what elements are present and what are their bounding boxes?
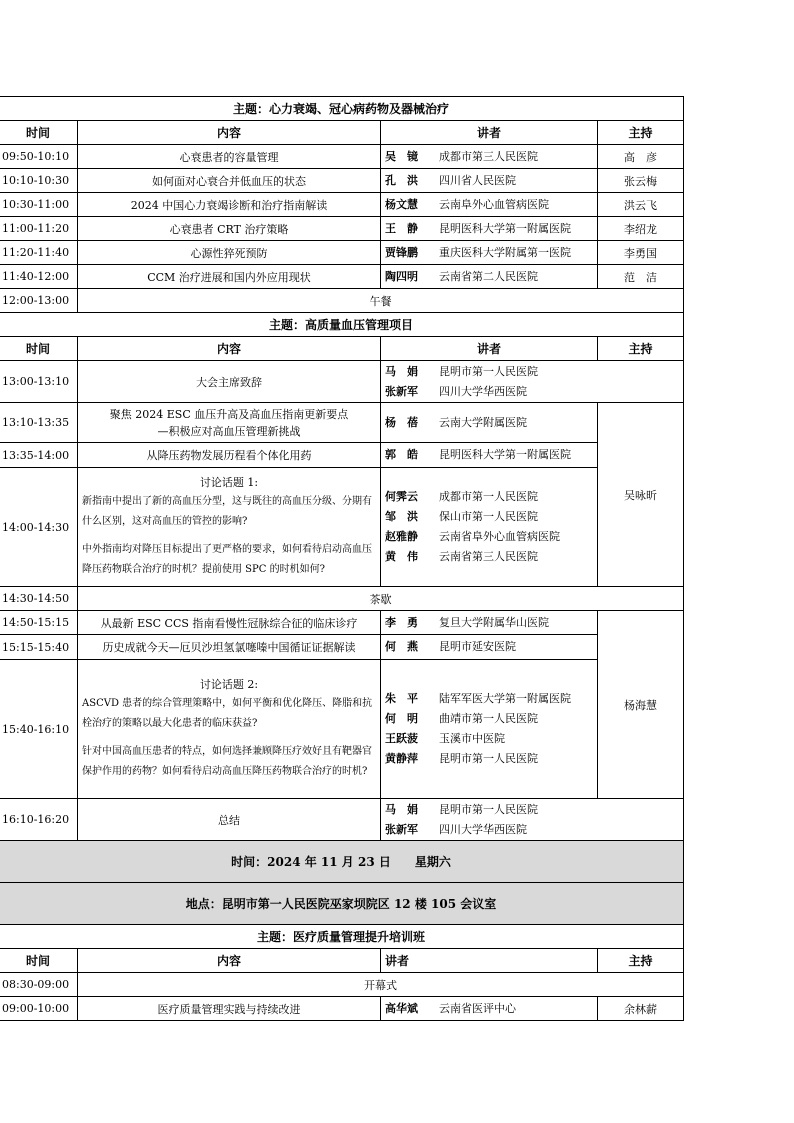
session-time: 13:10-13:35 bbox=[0, 403, 78, 443]
speaker-name: 吴 镜 bbox=[385, 149, 418, 163]
session-time: 14:30-14:50 bbox=[0, 587, 78, 611]
schedule-table bbox=[0, 96, 684, 1021]
spacer bbox=[82, 532, 376, 540]
speaker-name: 杨 蓓 bbox=[385, 415, 418, 429]
header-speaker: 讲者 bbox=[381, 337, 598, 361]
speaker-name: 何霁云 bbox=[385, 490, 418, 503]
host-name: 李勇国 bbox=[598, 241, 684, 265]
header-host: 主持 bbox=[598, 121, 684, 145]
speaker-cell bbox=[381, 443, 598, 468]
host-name: 余林薪 bbox=[598, 997, 684, 1021]
discussion-heading: 讨论话题 2: bbox=[199, 678, 259, 691]
discussion-question: ASCVD 患者的综合管理策略中，如何平衡和优化降压、降脂和抗栓治疗的策略以最大化患者的临床获益? bbox=[82, 698, 373, 729]
speaker-cell bbox=[381, 611, 598, 635]
content-line: —积极应对高血压管理新挑战 bbox=[157, 424, 301, 438]
header-row bbox=[0, 949, 684, 973]
session-time: 14:50-15:15 bbox=[0, 611, 78, 635]
session-content: 心源性猝死预防 bbox=[78, 241, 381, 265]
session-time: 16:10-16:20 bbox=[0, 799, 78, 841]
speaker-cell bbox=[381, 361, 684, 403]
speaker-name: 何 燕 bbox=[385, 640, 418, 653]
table-row bbox=[0, 241, 684, 265]
header-speaker: 讲者 bbox=[381, 949, 598, 973]
speaker-name: 黄 伟 bbox=[385, 550, 418, 563]
section-title: 主题：医疗质量管理提升培训班 bbox=[0, 925, 684, 949]
section-title: 主题：心力衰竭、冠心病药物及器械治疗 bbox=[0, 97, 684, 121]
header-host: 主持 bbox=[598, 337, 684, 361]
session-content: 2024 中国心力衰竭诊断和治疗指南解读 bbox=[78, 193, 381, 217]
speaker-hospital: 云南省第三人民医院 bbox=[439, 550, 538, 563]
header-content: 内容 bbox=[78, 337, 381, 361]
discussion-question: 中外指南均对降压目标提出了更严格的要求，如何看待启动高血压降压药物联合治疗的时机？提前使用 SPC 的时机如何? bbox=[82, 544, 372, 575]
session-time: 14:00-14:30 bbox=[0, 468, 78, 587]
break-row bbox=[0, 587, 684, 611]
break-row bbox=[0, 289, 684, 313]
speaker-name: 何 明 bbox=[385, 712, 418, 725]
session-time: 09:00-10:00 bbox=[0, 997, 78, 1021]
session-content: 大会主席致辞 bbox=[78, 361, 381, 403]
table-row bbox=[0, 193, 684, 217]
speaker-name: 张新军 bbox=[385, 822, 418, 836]
speaker-name: 马 娟 bbox=[385, 364, 418, 378]
speaker-name: 孔 洪 bbox=[385, 173, 418, 187]
speaker-hospital: 云南省医评中心 bbox=[439, 1001, 516, 1015]
speaker-cell bbox=[381, 265, 598, 289]
session-content: 总结 bbox=[78, 799, 381, 841]
speaker-hospital: 云南省第二人民医院 bbox=[439, 269, 538, 283]
host-name: 吴咏昕 bbox=[598, 403, 684, 587]
session-content: 医疗质量管理实践与持续改进 bbox=[78, 997, 381, 1021]
table-row bbox=[0, 973, 684, 997]
speaker-hospital: 昆明医科大学第一附属医院 bbox=[439, 221, 571, 235]
discussion-heading: 讨论话题 1: bbox=[199, 476, 259, 489]
speaker-cell bbox=[381, 169, 598, 193]
speaker-hospital: 四川大学华西医院 bbox=[439, 822, 527, 836]
session-content: 心衰患者的容量管理 bbox=[78, 145, 381, 169]
speaker-name: 贾锋鹏 bbox=[385, 245, 418, 259]
header-row bbox=[0, 121, 684, 145]
session-time: 13:35-14:00 bbox=[0, 443, 78, 468]
speaker-hospital: 昆明市第一人民医院 bbox=[439, 752, 538, 765]
session-time: 10:10-10:30 bbox=[0, 169, 78, 193]
table-row bbox=[0, 403, 684, 443]
banner-row bbox=[0, 883, 684, 925]
header-host: 主持 bbox=[598, 949, 684, 973]
session-time: 13:00-13:10 bbox=[0, 361, 78, 403]
speaker-name: 李 勇 bbox=[385, 615, 418, 629]
session-time: 11:20-11:40 bbox=[0, 241, 78, 265]
session-time: 11:40-12:00 bbox=[0, 265, 78, 289]
speaker-name: 杨文慧 bbox=[385, 197, 418, 211]
speaker-hospital: 陆军军医大学第一附属医院 bbox=[439, 692, 571, 705]
session-time: 15:15-15:40 bbox=[0, 635, 78, 660]
host-name: 李绍龙 bbox=[598, 217, 684, 241]
speaker-name: 高华斌 bbox=[385, 1001, 418, 1015]
table-row bbox=[0, 145, 684, 169]
speaker-name: 马 娟 bbox=[385, 802, 418, 816]
speaker-name: 赵雅静 bbox=[385, 530, 418, 543]
session-content: 从降压药物发展历程看个体化用药 bbox=[78, 443, 381, 468]
date-banner: 时间：2024 年 11 月 23 日 星期六 bbox=[0, 841, 684, 883]
banner-row bbox=[0, 841, 684, 883]
table-row bbox=[0, 997, 684, 1021]
table-row bbox=[0, 660, 684, 799]
speaker-hospital: 昆明市第一人民医院 bbox=[439, 802, 538, 816]
table-row bbox=[0, 799, 684, 841]
host-name: 高 彦 bbox=[598, 145, 684, 169]
speaker-name: 王跃菠 bbox=[385, 732, 418, 745]
header-content: 内容 bbox=[78, 949, 381, 973]
opening-ceremony-label: 开幕式 bbox=[78, 973, 684, 997]
speaker-hospital: 云南大学附属医院 bbox=[439, 415, 527, 429]
table-row bbox=[0, 443, 684, 468]
speaker-hospital: 昆明医科大学第一附属医院 bbox=[439, 448, 571, 461]
content-line: 聚焦 2024 ESC 血压升高及高血压指南更新要点 bbox=[109, 407, 349, 421]
speaker-hospital: 云南省阜外心血管病医院 bbox=[439, 530, 560, 543]
table-row bbox=[0, 217, 684, 241]
speaker-hospital: 四川大学华西医院 bbox=[439, 384, 527, 398]
discussion-cell bbox=[78, 468, 381, 587]
section-title-row bbox=[0, 313, 684, 337]
session-time: 12:00-13:00 bbox=[0, 289, 78, 313]
host-name: 洪云飞 bbox=[598, 193, 684, 217]
speaker-cell bbox=[381, 145, 598, 169]
table-row bbox=[0, 265, 684, 289]
section-title-row bbox=[0, 925, 684, 949]
speaker-cell bbox=[381, 635, 598, 660]
speaker-cell bbox=[381, 241, 598, 265]
speaker-name: 朱 平 bbox=[385, 692, 418, 705]
speaker-cell bbox=[381, 660, 598, 799]
session-content: CCM 治疗进展和国内外应用现状 bbox=[78, 265, 381, 289]
tea-break-label: 茶歇 bbox=[78, 587, 684, 611]
speaker-name: 王 静 bbox=[385, 221, 418, 235]
table-row bbox=[0, 468, 684, 587]
speaker-hospital: 昆明市延安医院 bbox=[439, 640, 516, 653]
host-name: 张云梅 bbox=[598, 169, 684, 193]
speaker-name: 黄静萍 bbox=[385, 752, 418, 765]
table-row bbox=[0, 635, 684, 660]
speaker-cell bbox=[381, 799, 684, 841]
speaker-cell bbox=[381, 193, 598, 217]
speaker-cell bbox=[381, 997, 598, 1021]
session-content: 如何面对心衰合并低血压的状态 bbox=[78, 169, 381, 193]
speaker-hospital: 云南阜外心血管病医院 bbox=[439, 197, 549, 211]
header-time: 时间 bbox=[0, 337, 78, 361]
host-name: 杨海慧 bbox=[598, 611, 684, 799]
venue-banner: 地点：昆明市第一人民医院巫家坝院区 12 楼 105 会议室 bbox=[0, 883, 684, 925]
spacer bbox=[82, 734, 376, 742]
speaker-cell bbox=[381, 468, 598, 587]
header-row bbox=[0, 337, 684, 361]
session-time: 08:30-09:00 bbox=[0, 973, 78, 997]
speaker-cell bbox=[381, 217, 598, 241]
session-time: 15:40-16:10 bbox=[0, 660, 78, 799]
speaker-cell bbox=[381, 403, 598, 443]
speaker-hospital: 四川省人民医院 bbox=[439, 173, 516, 187]
session-time: 11:00-11:20 bbox=[0, 217, 78, 241]
section-title: 主题：高质量血压管理项目 bbox=[0, 313, 684, 337]
session-time: 10:30-11:00 bbox=[0, 193, 78, 217]
table-row bbox=[0, 169, 684, 193]
speaker-name: 郭 皓 bbox=[385, 448, 418, 461]
discussion-cell bbox=[78, 660, 381, 799]
lunch-label: 午餐 bbox=[78, 289, 684, 313]
session-content: 历史成就今天—厄贝沙坦氢氯噻嗪中国循证证据解读 bbox=[78, 635, 381, 660]
header-time: 时间 bbox=[0, 121, 78, 145]
speaker-name: 张新军 bbox=[385, 384, 418, 398]
session-content: 从最新 ESC CCS 指南看慢性冠脉综合征的临床诊疗 bbox=[78, 611, 381, 635]
table-row bbox=[0, 361, 684, 403]
speaker-hospital: 保山市第一人民医院 bbox=[439, 510, 538, 523]
header-time: 时间 bbox=[0, 949, 78, 973]
speaker-hospital: 玉溪市中医院 bbox=[439, 732, 505, 745]
speaker-hospital: 重庆医科大学附属第一医院 bbox=[439, 245, 571, 259]
speaker-name: 陶四明 bbox=[385, 269, 418, 283]
session-content bbox=[78, 403, 381, 443]
section-title-row bbox=[0, 97, 684, 121]
speaker-hospital: 复旦大学附属华山医院 bbox=[439, 615, 549, 629]
session-content: 心衰患者 CRT 治疗策略 bbox=[78, 217, 381, 241]
speaker-hospital: 曲靖市第一人民医院 bbox=[439, 712, 538, 725]
discussion-question: 针对中国高血压患者的特点，如何选择兼顾降压疗效好且有靶器官保护作用的药物？如何看待启动高血压降压药物联合治疗的时机? bbox=[82, 746, 372, 777]
host-name: 范 洁 bbox=[598, 265, 684, 289]
speaker-hospital: 成都市第三人民医院 bbox=[439, 149, 538, 163]
discussion-question: 新指南中提出了新的高血压分型，这与既往的高血压分级、分期有什么区别，这对高血压的管控的影响? bbox=[82, 496, 372, 527]
speaker-hospital: 昆明市第一人民医院 bbox=[439, 364, 538, 378]
header-content: 内容 bbox=[78, 121, 381, 145]
header-speaker: 讲者 bbox=[381, 121, 598, 145]
table-row bbox=[0, 611, 684, 635]
speaker-hospital: 成都市第一人民医院 bbox=[439, 490, 538, 503]
speaker-name: 邹 洪 bbox=[385, 510, 418, 523]
session-time: 09:50-10:10 bbox=[0, 145, 78, 169]
